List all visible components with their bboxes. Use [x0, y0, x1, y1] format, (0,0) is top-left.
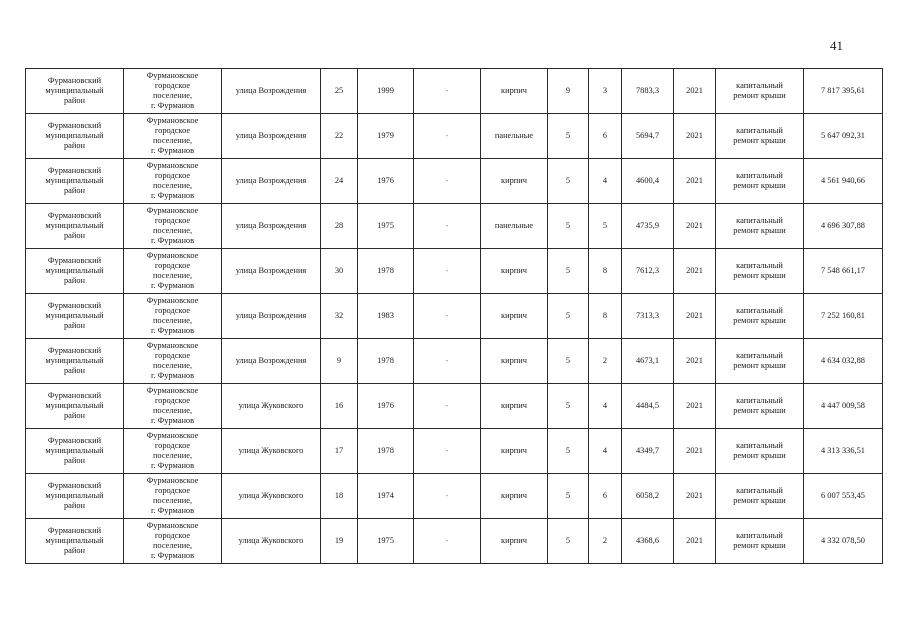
district-cell-line: район — [63, 366, 86, 375]
build-year-cell: 1975 — [358, 519, 414, 564]
district-cell — [26, 339, 124, 384]
floors-cell: 5 — [548, 519, 589, 564]
wall-material-cell: кирпич — [481, 519, 548, 564]
house-number-cell: 32 — [321, 294, 358, 339]
house-number-cell: 24 — [321, 159, 358, 204]
area-cell: 7612,3 — [622, 249, 674, 294]
district-cell-line: Фурмановский — [47, 121, 102, 130]
dash-cell: - — [414, 474, 481, 519]
district-cell-line: Фурмановский — [47, 436, 102, 445]
wall-material-cell: панельные — [481, 204, 548, 249]
district-cell — [26, 249, 124, 294]
work-type-cell-line: ремонт крыши — [733, 316, 786, 325]
settlement-cell-line: Фурмановское — [146, 251, 199, 260]
house-number-cell: 16 — [321, 384, 358, 429]
settlement-cell-line: городское — [154, 396, 191, 405]
area-cell: 4349,7 — [622, 429, 674, 474]
settlement-cell-line: поселение, — [152, 91, 193, 100]
house-number-cell: 9 — [321, 339, 358, 384]
table-row — [26, 294, 883, 339]
work-type-cell-line: капитальный — [736, 306, 783, 315]
work-type-cell-line: ремонт крыши — [733, 406, 786, 415]
settlement-cell-line: Фурмановское — [146, 431, 199, 440]
work-type-cell — [716, 294, 804, 339]
repair-registry-table — [25, 68, 883, 564]
table-row — [26, 474, 883, 519]
floors-cell: 5 — [548, 204, 589, 249]
district-cell-line: муниципальный — [45, 356, 104, 365]
dash-cell: - — [414, 339, 481, 384]
entrances-cell: 4 — [589, 429, 622, 474]
settlement-cell — [124, 249, 222, 294]
district-cell-line: муниципальный — [45, 176, 104, 185]
district-cell-line: муниципальный — [45, 446, 104, 455]
district-cell-line: район — [63, 456, 86, 465]
plan-year-cell: 2021 — [674, 159, 716, 204]
area-cell: 7313,3 — [622, 294, 674, 339]
dash-cell: - — [414, 429, 481, 474]
entrances-cell: 5 — [589, 204, 622, 249]
floors-cell: 5 — [548, 114, 589, 159]
settlement-cell-line: Фурмановское — [146, 116, 199, 125]
district-cell-line: район — [63, 141, 86, 150]
district-cell-line: Фурмановский — [47, 391, 102, 400]
district-cell — [26, 429, 124, 474]
plan-year-cell: 2021 — [674, 339, 716, 384]
plan-year-cell: 2021 — [674, 294, 716, 339]
plan-year-cell: 2021 — [674, 114, 716, 159]
settlement-cell-line: г. Фурманов — [150, 236, 195, 245]
wall-material-cell: кирпич — [481, 474, 548, 519]
settlement-cell-line: городское — [154, 171, 191, 180]
district-cell-line: муниципальный — [45, 131, 104, 140]
district-cell-line: район — [63, 546, 86, 555]
wall-material-cell: кирпич — [481, 384, 548, 429]
build-year-cell: 1979 — [358, 114, 414, 159]
entrances-cell: 8 — [589, 294, 622, 339]
district-cell-line: Фурмановский — [47, 301, 102, 310]
wall-material-cell: кирпич — [481, 159, 548, 204]
cost-cell: 7 252 160,81 — [804, 294, 883, 339]
settlement-cell-line: г. Фурманов — [150, 371, 195, 380]
district-cell-line: район — [63, 96, 86, 105]
floors-cell: 5 — [548, 474, 589, 519]
settlement-cell-line: городское — [154, 351, 191, 360]
dash-cell: - — [414, 384, 481, 429]
floors-cell: 5 — [548, 429, 589, 474]
street-cell: улица Жуковского — [222, 429, 321, 474]
wall-material-cell: кирпич — [481, 429, 548, 474]
settlement-cell-line: поселение, — [152, 226, 193, 235]
cost-cell: 4 447 009,58 — [804, 384, 883, 429]
settlement-cell-line: г. Фурманов — [150, 416, 195, 425]
settlement-cell-line: Фурмановское — [146, 206, 199, 215]
work-type-cell-line: ремонт крыши — [733, 91, 786, 100]
build-year-cell: 1976 — [358, 159, 414, 204]
floors-cell: 5 — [548, 339, 589, 384]
work-type-cell-line: капитальный — [736, 171, 783, 180]
settlement-cell-line: Фурмановское — [146, 71, 199, 80]
settlement-cell-line: городское — [154, 441, 191, 450]
table-row — [26, 204, 883, 249]
entrances-cell: 6 — [589, 474, 622, 519]
settlement-cell-line: поселение, — [152, 361, 193, 370]
cost-cell: 4 313 336,51 — [804, 429, 883, 474]
district-cell-line: Фурмановский — [47, 76, 102, 85]
settlement-cell-line: Фурмановское — [146, 341, 199, 350]
district-cell-line: район — [63, 501, 86, 510]
district-cell-line: район — [63, 321, 86, 330]
dash-cell: - — [414, 204, 481, 249]
dash-cell: - — [414, 519, 481, 564]
table-row — [26, 159, 883, 204]
page-number: 41 — [830, 38, 843, 53]
entrances-cell: 8 — [589, 249, 622, 294]
district-cell — [26, 114, 124, 159]
settlement-cell-line: Фурмановское — [146, 296, 199, 305]
build-year-cell: 1975 — [358, 204, 414, 249]
settlement-cell-line: Фурмановское — [146, 521, 199, 530]
floors-cell: 5 — [548, 294, 589, 339]
plan-year-cell: 2021 — [674, 69, 716, 114]
plan-year-cell: 2021 — [674, 474, 716, 519]
settlement-cell-line: г. Фурманов — [150, 191, 195, 200]
work-type-cell-line: ремонт крыши — [733, 226, 786, 235]
settlement-cell — [124, 339, 222, 384]
floors-cell: 5 — [548, 249, 589, 294]
district-cell-line: район — [63, 276, 86, 285]
build-year-cell: 1978 — [358, 249, 414, 294]
district-cell-line: район — [63, 231, 86, 240]
work-type-cell — [716, 249, 804, 294]
settlement-cell — [124, 384, 222, 429]
house-number-cell: 19 — [321, 519, 358, 564]
table-row — [26, 114, 883, 159]
work-type-cell-line: капитальный — [736, 531, 783, 540]
district-cell — [26, 69, 124, 114]
settlement-cell-line: городское — [154, 81, 191, 90]
district-cell-line: район — [63, 411, 86, 420]
settlement-cell — [124, 69, 222, 114]
floors-cell: 5 — [548, 159, 589, 204]
settlement-cell-line: городское — [154, 306, 191, 315]
settlement-cell-line: поселение, — [152, 181, 193, 190]
cost-cell: 7 817 395,61 — [804, 69, 883, 114]
entrances-cell: 6 — [589, 114, 622, 159]
cost-cell: 4 634 032,88 — [804, 339, 883, 384]
area-cell: 4484,5 — [622, 384, 674, 429]
work-type-cell — [716, 384, 804, 429]
settlement-cell — [124, 519, 222, 564]
cost-cell: 4 561 940,66 — [804, 159, 883, 204]
area-cell: 5694,7 — [622, 114, 674, 159]
area-cell: 4673,1 — [622, 339, 674, 384]
settlement-cell-line: поселение, — [152, 406, 193, 415]
entrances-cell: 2 — [589, 339, 622, 384]
cost-cell: 4 696 307,88 — [804, 204, 883, 249]
work-type-cell-line: капитальный — [736, 396, 783, 405]
build-year-cell: 1983 — [358, 294, 414, 339]
cost-cell: 5 647 092,31 — [804, 114, 883, 159]
settlement-cell — [124, 114, 222, 159]
work-type-cell-line: ремонт крыши — [733, 271, 786, 280]
district-cell-line: муниципальный — [45, 266, 104, 275]
build-year-cell: 1978 — [358, 339, 414, 384]
district-cell-line: Фурмановский — [47, 481, 102, 490]
table-row — [26, 249, 883, 294]
work-type-cell-line: ремонт крыши — [733, 181, 786, 190]
district-cell-line: муниципальный — [45, 86, 104, 95]
table-row — [26, 69, 883, 114]
dash-cell: - — [414, 69, 481, 114]
plan-year-cell: 2021 — [674, 519, 716, 564]
settlement-cell-line: поселение, — [152, 451, 193, 460]
settlement-cell-line: г. Фурманов — [150, 326, 195, 335]
work-type-cell-line: капитальный — [736, 216, 783, 225]
street-cell: улица Возрождения — [222, 114, 321, 159]
district-cell — [26, 204, 124, 249]
table-row — [26, 519, 883, 564]
house-number-cell: 28 — [321, 204, 358, 249]
street-cell: улица Возрождения — [222, 159, 321, 204]
floors-cell: 9 — [548, 69, 589, 114]
street-cell: улица Возрождения — [222, 204, 321, 249]
dash-cell: - — [414, 249, 481, 294]
settlement-cell-line: поселение, — [152, 271, 193, 280]
street-cell: улица Возрождения — [222, 69, 321, 114]
area-cell: 4735,9 — [622, 204, 674, 249]
work-type-cell-line: ремонт крыши — [733, 496, 786, 505]
plan-year-cell: 2021 — [674, 249, 716, 294]
area-cell: 4600,4 — [622, 159, 674, 204]
district-cell — [26, 159, 124, 204]
settlement-cell-line: городское — [154, 486, 191, 495]
wall-material-cell: кирпич — [481, 294, 548, 339]
district-cell — [26, 384, 124, 429]
street-cell: улица Возрождения — [222, 249, 321, 294]
district-cell-line: Фурмановский — [47, 211, 102, 220]
district-cell — [26, 294, 124, 339]
settlement-cell-line: городское — [154, 531, 191, 540]
district-cell — [26, 519, 124, 564]
cost-cell: 6 007 553,45 — [804, 474, 883, 519]
table-row — [26, 339, 883, 384]
settlement-cell — [124, 204, 222, 249]
entrances-cell: 2 — [589, 519, 622, 564]
settlement-cell-line: поселение, — [152, 316, 193, 325]
work-type-cell-line: ремонт крыши — [733, 361, 786, 370]
settlement-cell — [124, 474, 222, 519]
dash-cell: - — [414, 114, 481, 159]
street-cell: улица Жуковского — [222, 519, 321, 564]
district-cell-line: Фурмановский — [47, 256, 102, 265]
settlement-cell-line: г. Фурманов — [150, 551, 195, 560]
plan-year-cell: 2021 — [674, 204, 716, 249]
settlement-cell-line: Фурмановское — [146, 476, 199, 485]
settlement-cell-line: г. Фурманов — [150, 281, 195, 290]
build-year-cell: 1999 — [358, 69, 414, 114]
work-type-cell — [716, 204, 804, 249]
settlement-cell-line: г. Фурманов — [150, 101, 195, 110]
work-type-cell-line: капитальный — [736, 81, 783, 90]
dash-cell: - — [414, 294, 481, 339]
settlement-cell-line: поселение, — [152, 136, 193, 145]
work-type-cell — [716, 159, 804, 204]
house-number-cell: 22 — [321, 114, 358, 159]
house-number-cell: 25 — [321, 69, 358, 114]
entrances-cell: 4 — [589, 159, 622, 204]
work-type-cell-line: капитальный — [736, 486, 783, 495]
district-cell-line: муниципальный — [45, 401, 104, 410]
street-cell: улица Жуковского — [222, 474, 321, 519]
area-cell: 4368,6 — [622, 519, 674, 564]
entrances-cell: 3 — [589, 69, 622, 114]
work-type-cell — [716, 69, 804, 114]
area-cell: 7883,3 — [622, 69, 674, 114]
work-type-cell-line: ремонт крыши — [733, 541, 786, 550]
work-type-cell — [716, 429, 804, 474]
build-year-cell: 1976 — [358, 384, 414, 429]
work-type-cell-line: капитальный — [736, 441, 783, 450]
district-cell — [26, 474, 124, 519]
district-cell-line: муниципальный — [45, 491, 104, 500]
settlement-cell-line: г. Фурманов — [150, 461, 195, 470]
wall-material-cell: кирпич — [481, 249, 548, 294]
area-cell: 6058,2 — [622, 474, 674, 519]
work-type-cell-line: ремонт крыши — [733, 451, 786, 460]
settlement-cell-line: поселение, — [152, 541, 193, 550]
wall-material-cell: панельные — [481, 114, 548, 159]
district-cell-line: муниципальный — [45, 311, 104, 320]
work-type-cell-line: капитальный — [736, 351, 783, 360]
plan-year-cell: 2021 — [674, 429, 716, 474]
settlement-cell-line: г. Фурманов — [150, 146, 195, 155]
table-row — [26, 384, 883, 429]
work-type-cell-line: капитальный — [736, 126, 783, 135]
floors-cell: 5 — [548, 384, 589, 429]
plan-year-cell: 2021 — [674, 384, 716, 429]
settlement-cell-line: городское — [154, 126, 191, 135]
district-cell-line: Фурмановский — [47, 526, 102, 535]
district-cell-line: район — [63, 186, 86, 195]
street-cell: улица Жуковского — [222, 384, 321, 429]
settlement-cell-line: поселение, — [152, 496, 193, 505]
wall-material-cell: кирпич — [481, 339, 548, 384]
settlement-cell-line: городское — [154, 216, 191, 225]
district-cell-line: муниципальный — [45, 221, 104, 230]
settlement-cell-line: Фурмановское — [146, 161, 199, 170]
work-type-cell-line: ремонт крыши — [733, 136, 786, 145]
entrances-cell: 4 — [589, 384, 622, 429]
build-year-cell: 1974 — [358, 474, 414, 519]
house-number-cell: 30 — [321, 249, 358, 294]
settlement-cell — [124, 429, 222, 474]
house-number-cell: 17 — [321, 429, 358, 474]
district-cell-line: Фурмановский — [47, 346, 102, 355]
work-type-cell — [716, 519, 804, 564]
settlement-cell — [124, 294, 222, 339]
settlement-cell-line: Фурмановское — [146, 386, 199, 395]
street-cell: улица Возрождения — [222, 339, 321, 384]
work-type-cell — [716, 114, 804, 159]
house-number-cell: 18 — [321, 474, 358, 519]
district-cell-line: муниципальный — [45, 536, 104, 545]
wall-material-cell: кирпич — [481, 69, 548, 114]
work-type-cell-line: капитальный — [736, 261, 783, 270]
work-type-cell — [716, 474, 804, 519]
settlement-cell-line: городское — [154, 261, 191, 270]
settlement-cell — [124, 159, 222, 204]
build-year-cell: 1978 — [358, 429, 414, 474]
cost-cell: 7 548 661,17 — [804, 249, 883, 294]
street-cell: улица Возрождения — [222, 294, 321, 339]
table-row — [26, 429, 883, 474]
settlement-cell-line: г. Фурманов — [150, 506, 195, 515]
dash-cell: - — [414, 159, 481, 204]
district-cell-line: Фурмановский — [47, 166, 102, 175]
cost-cell: 4 332 078,50 — [804, 519, 883, 564]
work-type-cell — [716, 339, 804, 384]
